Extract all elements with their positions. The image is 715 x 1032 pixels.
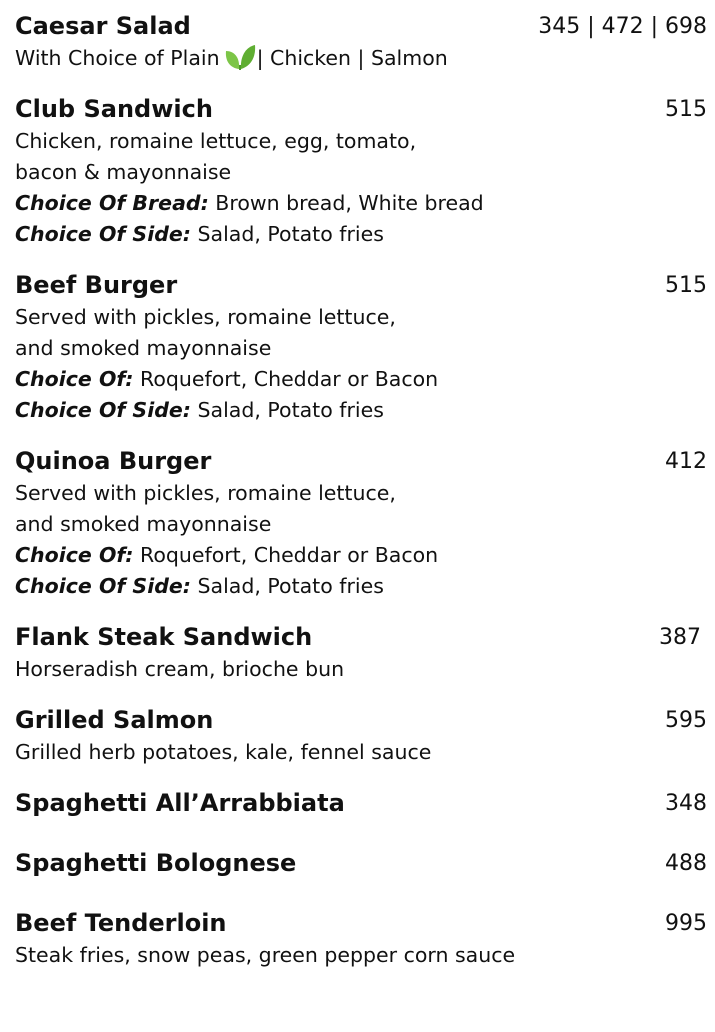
item-price: 515: [665, 273, 707, 298]
item-price: 387: [659, 625, 701, 650]
description-suffix: | Chicken | Salmon: [256, 46, 448, 70]
item-name: Beef Burger: [15, 271, 178, 299]
item-description: and smoked mayonnaise: [15, 336, 272, 360]
choice-label: Choice Of:: [15, 367, 134, 391]
menu-item-flank-steak-sandwich: [15, 621, 707, 685]
item-description: and smoked mayonnaise: [15, 512, 272, 536]
menu-item-club-sandwich: [15, 93, 707, 250]
menu-item-beef-burger: [15, 269, 707, 426]
item-header: [15, 704, 707, 737]
item-header: [15, 269, 707, 302]
item-header: [15, 621, 707, 654]
choice-line: [15, 364, 707, 395]
choice-label: Choice Of Side:: [15, 398, 191, 422]
item-price: 595: [665, 708, 707, 733]
choice-label: Choice Of Side:: [15, 222, 191, 246]
item-price: 345 | 472 | 698: [538, 14, 707, 39]
item-name: Flank Steak Sandwich: [15, 623, 313, 651]
item-header: [15, 10, 707, 43]
choice-value: Salad, Potato fries: [191, 398, 384, 422]
item-description: Served with pickles, romaine lettuce,: [15, 305, 396, 329]
menu-item-quinoa-burger: [15, 445, 707, 602]
item-name: Club Sandwich: [15, 95, 213, 123]
item-price: 412: [665, 449, 707, 474]
choice-line: [15, 395, 707, 426]
item-price: 488: [665, 851, 707, 876]
menu-item-spaghetti-bolognese: [15, 847, 707, 880]
item-description: Grilled herb potatoes, kale, fennel sauce: [15, 740, 432, 764]
item-name: Grilled Salmon: [15, 706, 214, 734]
choice-line: [15, 188, 707, 219]
choice-label: Choice Of Side:: [15, 574, 191, 598]
item-description: Horseradish cream, brioche bun: [15, 657, 345, 681]
item-header: [15, 787, 707, 820]
item-header: [15, 445, 707, 478]
item-header: [15, 847, 707, 880]
item-name: Caesar Salad: [15, 12, 191, 40]
leaf-icon: [224, 43, 256, 71]
item-description: bacon & mayonnaise: [15, 160, 232, 184]
item-name: Beef Tenderloin: [15, 909, 227, 937]
item-description: Served with pickles, romaine lettuce,: [15, 481, 396, 505]
choice-value: Brown bread, White bread: [208, 191, 484, 215]
choice-value: Salad, Potato fries: [191, 574, 384, 598]
menu-list: [15, 10, 707, 990]
choice-label: Choice Of:: [15, 543, 134, 567]
choice-label: Choice Of Bread:: [15, 191, 209, 215]
item-description: Chicken, romaine lettuce, egg, tomato,: [15, 129, 417, 153]
choice-value: Roquefort, Cheddar or Bacon: [133, 543, 439, 567]
menu-item-grilled-salmon: [15, 704, 707, 768]
choice-value: Salad, Potato fries: [191, 222, 384, 246]
choice-line: [15, 571, 707, 602]
item-header: [15, 907, 707, 940]
menu-item-caesar-salad: [15, 10, 707, 74]
item-description: [15, 43, 707, 74]
choice-value: Roquefort, Cheddar or Bacon: [133, 367, 439, 391]
item-price: 515: [665, 97, 707, 122]
item-description: Steak fries, snow peas, green pepper corn sauce: [15, 943, 516, 967]
item-name: Spaghetti All’Arrabbiata: [15, 789, 345, 817]
menu-item-spaghetti-arrabbiata: [15, 787, 707, 820]
item-header: [15, 93, 707, 126]
choice-line: [15, 219, 707, 250]
item-price: 348: [665, 791, 707, 816]
item-name: Quinoa Burger: [15, 447, 212, 475]
menu-item-beef-tenderloin: [15, 907, 707, 971]
item-name: Spaghetti Bolognese: [15, 849, 297, 877]
description-prefix: With Choice of Plain: [15, 46, 220, 70]
item-price: 995: [665, 911, 707, 936]
choice-line: [15, 540, 707, 571]
